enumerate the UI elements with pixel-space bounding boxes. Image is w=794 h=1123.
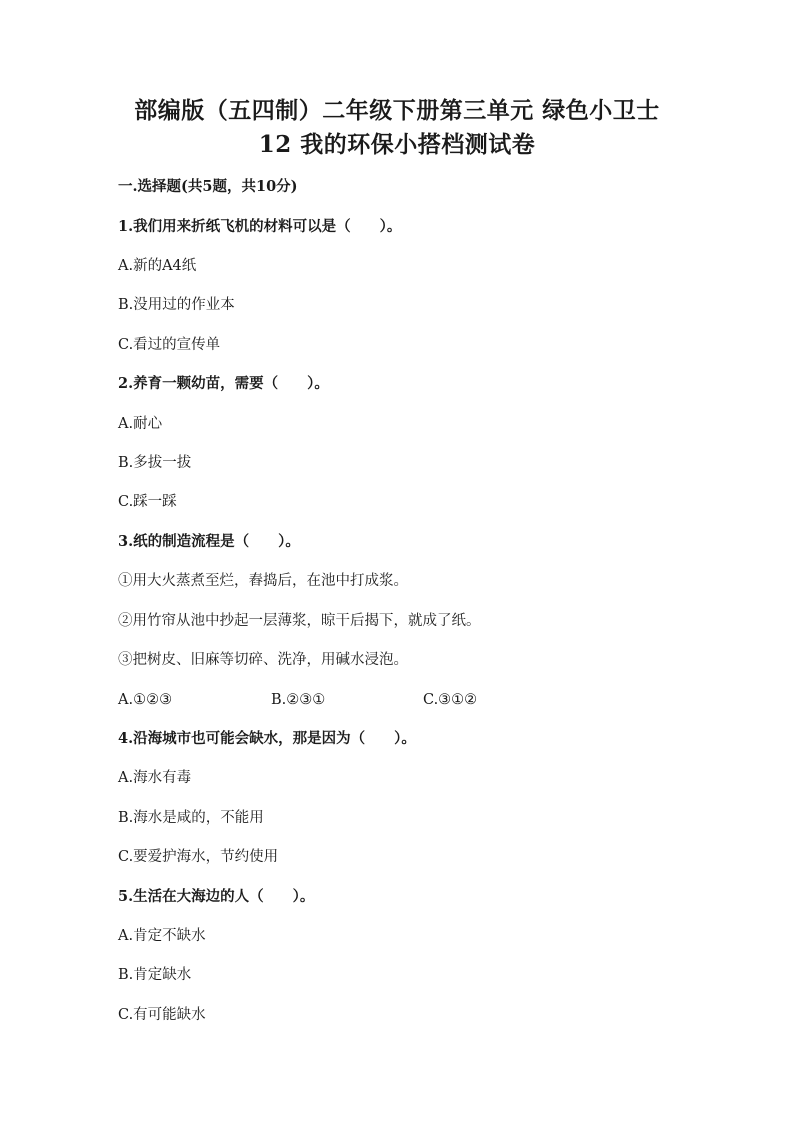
section-heading: 一.选择题(共5题，共10分) — [118, 178, 298, 195]
question-5-stem: 5.生活在大海边的人（ ）。 — [118, 888, 315, 905]
question-2-option-c: C.踩一踩 — [118, 494, 177, 510]
question-3-option-c: C.③①② — [423, 692, 478, 708]
page-title: 部编版（五四制）二年级下册第三单元 绿色小卫士 — [134, 97, 660, 124]
question-3-option-a: A.①②③ — [118, 692, 173, 708]
question-1-option-b: B.没用过的作业本 — [118, 297, 235, 313]
question-2-option-b: B.多拔一拔 — [118, 455, 192, 471]
question-2-stem: 2.养育一颗幼苗，需要（ ）。 — [118, 375, 329, 392]
question-4-option-c: C.要爱护海水，节约使用 — [118, 849, 279, 865]
question-4-option-a: A.海水有毒 — [118, 770, 192, 786]
question-3-step-3: ③把树皮、旧麻等切碎、洗净，用碱水浸泡。 — [118, 652, 408, 668]
question-3-step-2: ②用竹帘从池中抄起一层薄浆，晾干后揭下，就成了纸。 — [118, 613, 481, 629]
question-5-option-a: A.肯定不缺水 — [118, 928, 206, 944]
question-3-step-1: ①用大火蒸煮至烂，舂捣后，在池中打成浆。 — [118, 573, 408, 589]
question-1-option-c: C.看过的宣传单 — [118, 337, 221, 353]
question-1-stem: 1.我们用来折纸飞机的材料可以是（ ）。 — [118, 218, 402, 235]
question-3-stem: 3.纸的制造流程是（ ）。 — [118, 533, 300, 550]
question-3-option-b: B.②③① — [271, 692, 326, 708]
page-subtitle: 12 我的环保小搭档测试卷 — [258, 131, 536, 158]
question-4-option-b: B.海水是咸的，不能用 — [118, 810, 264, 826]
question-5-option-c: C.有可能缺水 — [118, 1007, 206, 1023]
question-5-option-b: B.肯定缺水 — [118, 967, 192, 983]
question-2-option-a: A.耐心 — [118, 416, 163, 432]
question-1-option-a: A.新的A4纸 — [118, 258, 197, 274]
question-4-stem: 4.沿海城市也可能会缺水，那是因为（ ）。 — [118, 730, 416, 747]
